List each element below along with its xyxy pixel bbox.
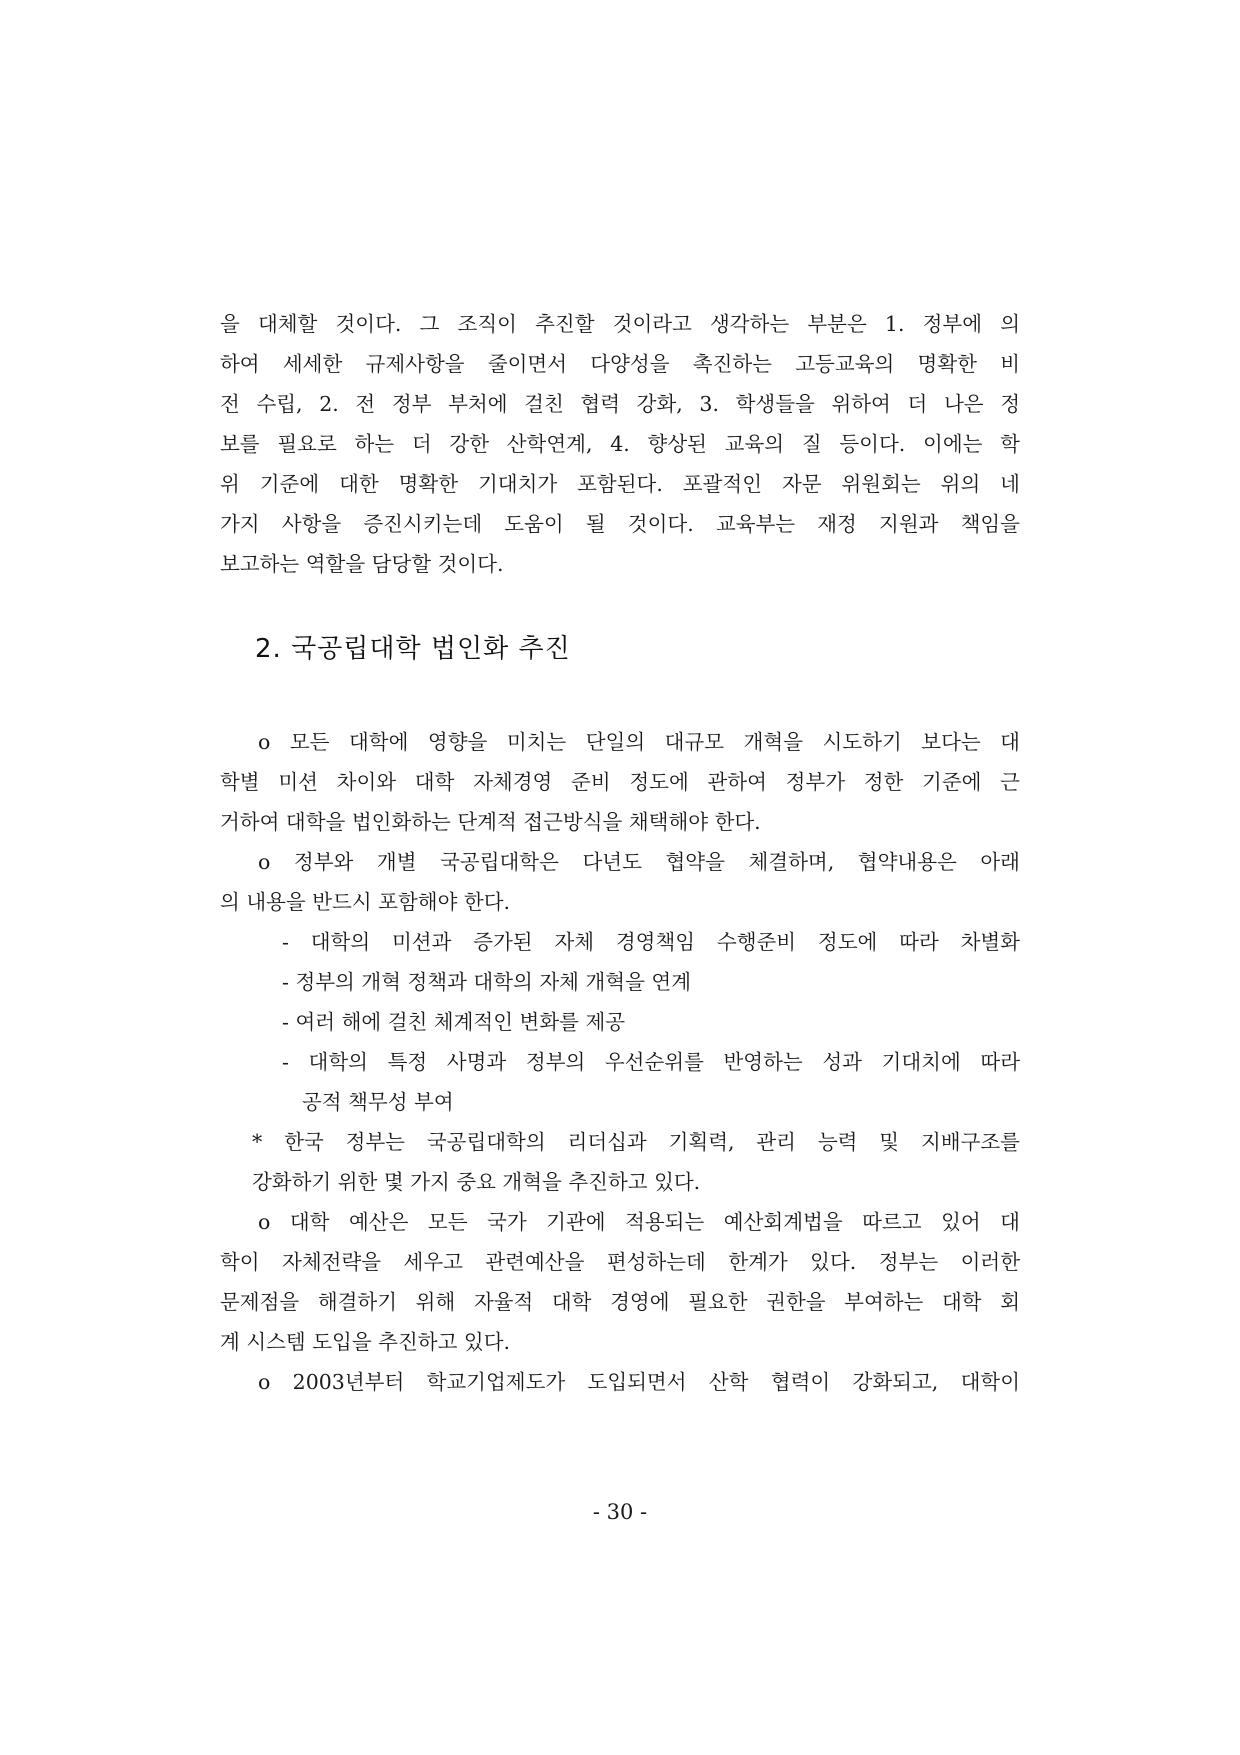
text-line: 위 기준에 대한 명확한 기대치가 포함된다. 포괄적인 자문 위원회는 위의 네 xyxy=(220,472,1020,496)
list-item: - 대학의 특정 사명과 정부의 우선순위를 반영하는 성과 기대치에 따라 xyxy=(282,1050,1020,1074)
text-line: 거하여 대학을 법인화하는 단계적 접근방식을 채택해야 한다. xyxy=(220,810,761,834)
section-body xyxy=(220,722,1020,1402)
note-paragraph xyxy=(220,1122,1020,1202)
text-line: 을 대체할 것이다. 그 조직이 추진할 것이라고 생각하는 부분은 1. 정부에 의 xyxy=(220,312,1020,336)
list-item: - 정부의 개혁 정책과 대학의 자체 개혁을 연계 xyxy=(282,970,691,994)
text-line: 문제점을 해결하기 위해 자율적 대학 경영에 필요한 권한을 부여하는 대학 회 xyxy=(220,1290,1020,1314)
text-line: 보를 필요로 하는 더 강한 산학연계, 4. 향상된 교육의 질 등이다. 이에는 학 xyxy=(220,432,1020,456)
paragraph-4 xyxy=(220,1362,1020,1402)
paragraph-3 xyxy=(220,1202,1020,1362)
text-line: o 정부와 개별 국공립대학은 다년도 협약을 체결하며, 협약내용은 아래 xyxy=(258,850,1020,874)
top-paragraph xyxy=(220,304,1020,584)
paragraph-2 xyxy=(220,842,1020,922)
text-line: o 모든 대학에 영향을 미치는 단일의 대규모 개혁을 시도하기 보다는 대 xyxy=(258,730,1020,754)
section-heading: 2. 국공립대학 법인화 추진 xyxy=(255,634,571,664)
list-item-continuation: 공적 책무성 부여 xyxy=(302,1090,454,1114)
text-line: 의 내용을 반드시 포함해야 한다. xyxy=(220,890,511,914)
text-line: o 2003년부터 학교기업제도가 도입되면서 산학 협력이 강화되고, 대학이 xyxy=(258,1370,1020,1394)
text-line: 계 시스템 도입을 추진하고 있다. xyxy=(220,1330,511,1354)
text-line: o 대학 예산은 모든 국가 기관에 적용되는 예산회계법을 따르고 있어 대 xyxy=(258,1210,1020,1234)
text-line: 가지 사항을 증진시키는데 도움이 될 것이다. 교육부는 재정 지원과 책임을 xyxy=(220,512,1020,536)
dash-list xyxy=(220,922,1020,1122)
text-line: 강화하기 위한 몇 가지 중요 개혁을 추진하고 있다. xyxy=(252,1170,701,1194)
text-line: 학이 자체전략을 세우고 관련예산을 편성하는데 한계가 있다. 정부는 이러한 xyxy=(220,1250,1020,1274)
text-line: 보고하는 역할을 담당할 것이다. xyxy=(220,552,504,576)
list-item: - 여러 해에 걸친 체계적인 변화를 제공 xyxy=(282,1010,626,1034)
text-line: 학별 미션 차이와 대학 자체경영 준비 정도에 관하여 정부가 정한 기준에 근 xyxy=(220,770,1020,794)
text-line: 하여 세세한 규제사항을 줄이면서 다양성을 촉진하는 고등교육의 명확한 비 xyxy=(220,352,1020,376)
list-item: - 대학의 미션과 증가된 자체 경영책임 수행준비 정도에 따라 차별화 xyxy=(282,930,1020,954)
page-number: - 30 - xyxy=(592,1500,648,1524)
paragraph-1 xyxy=(220,722,1020,842)
text-line: * 한국 정부는 국공립대학의 리더십과 기획력, 관리 능력 및 지배구조를 xyxy=(252,1130,1020,1154)
text-line: 전 수립, 2. 전 정부 부처에 걸친 협력 강화, 3. 학생들을 위하여 더 나은 정 xyxy=(220,392,1020,416)
